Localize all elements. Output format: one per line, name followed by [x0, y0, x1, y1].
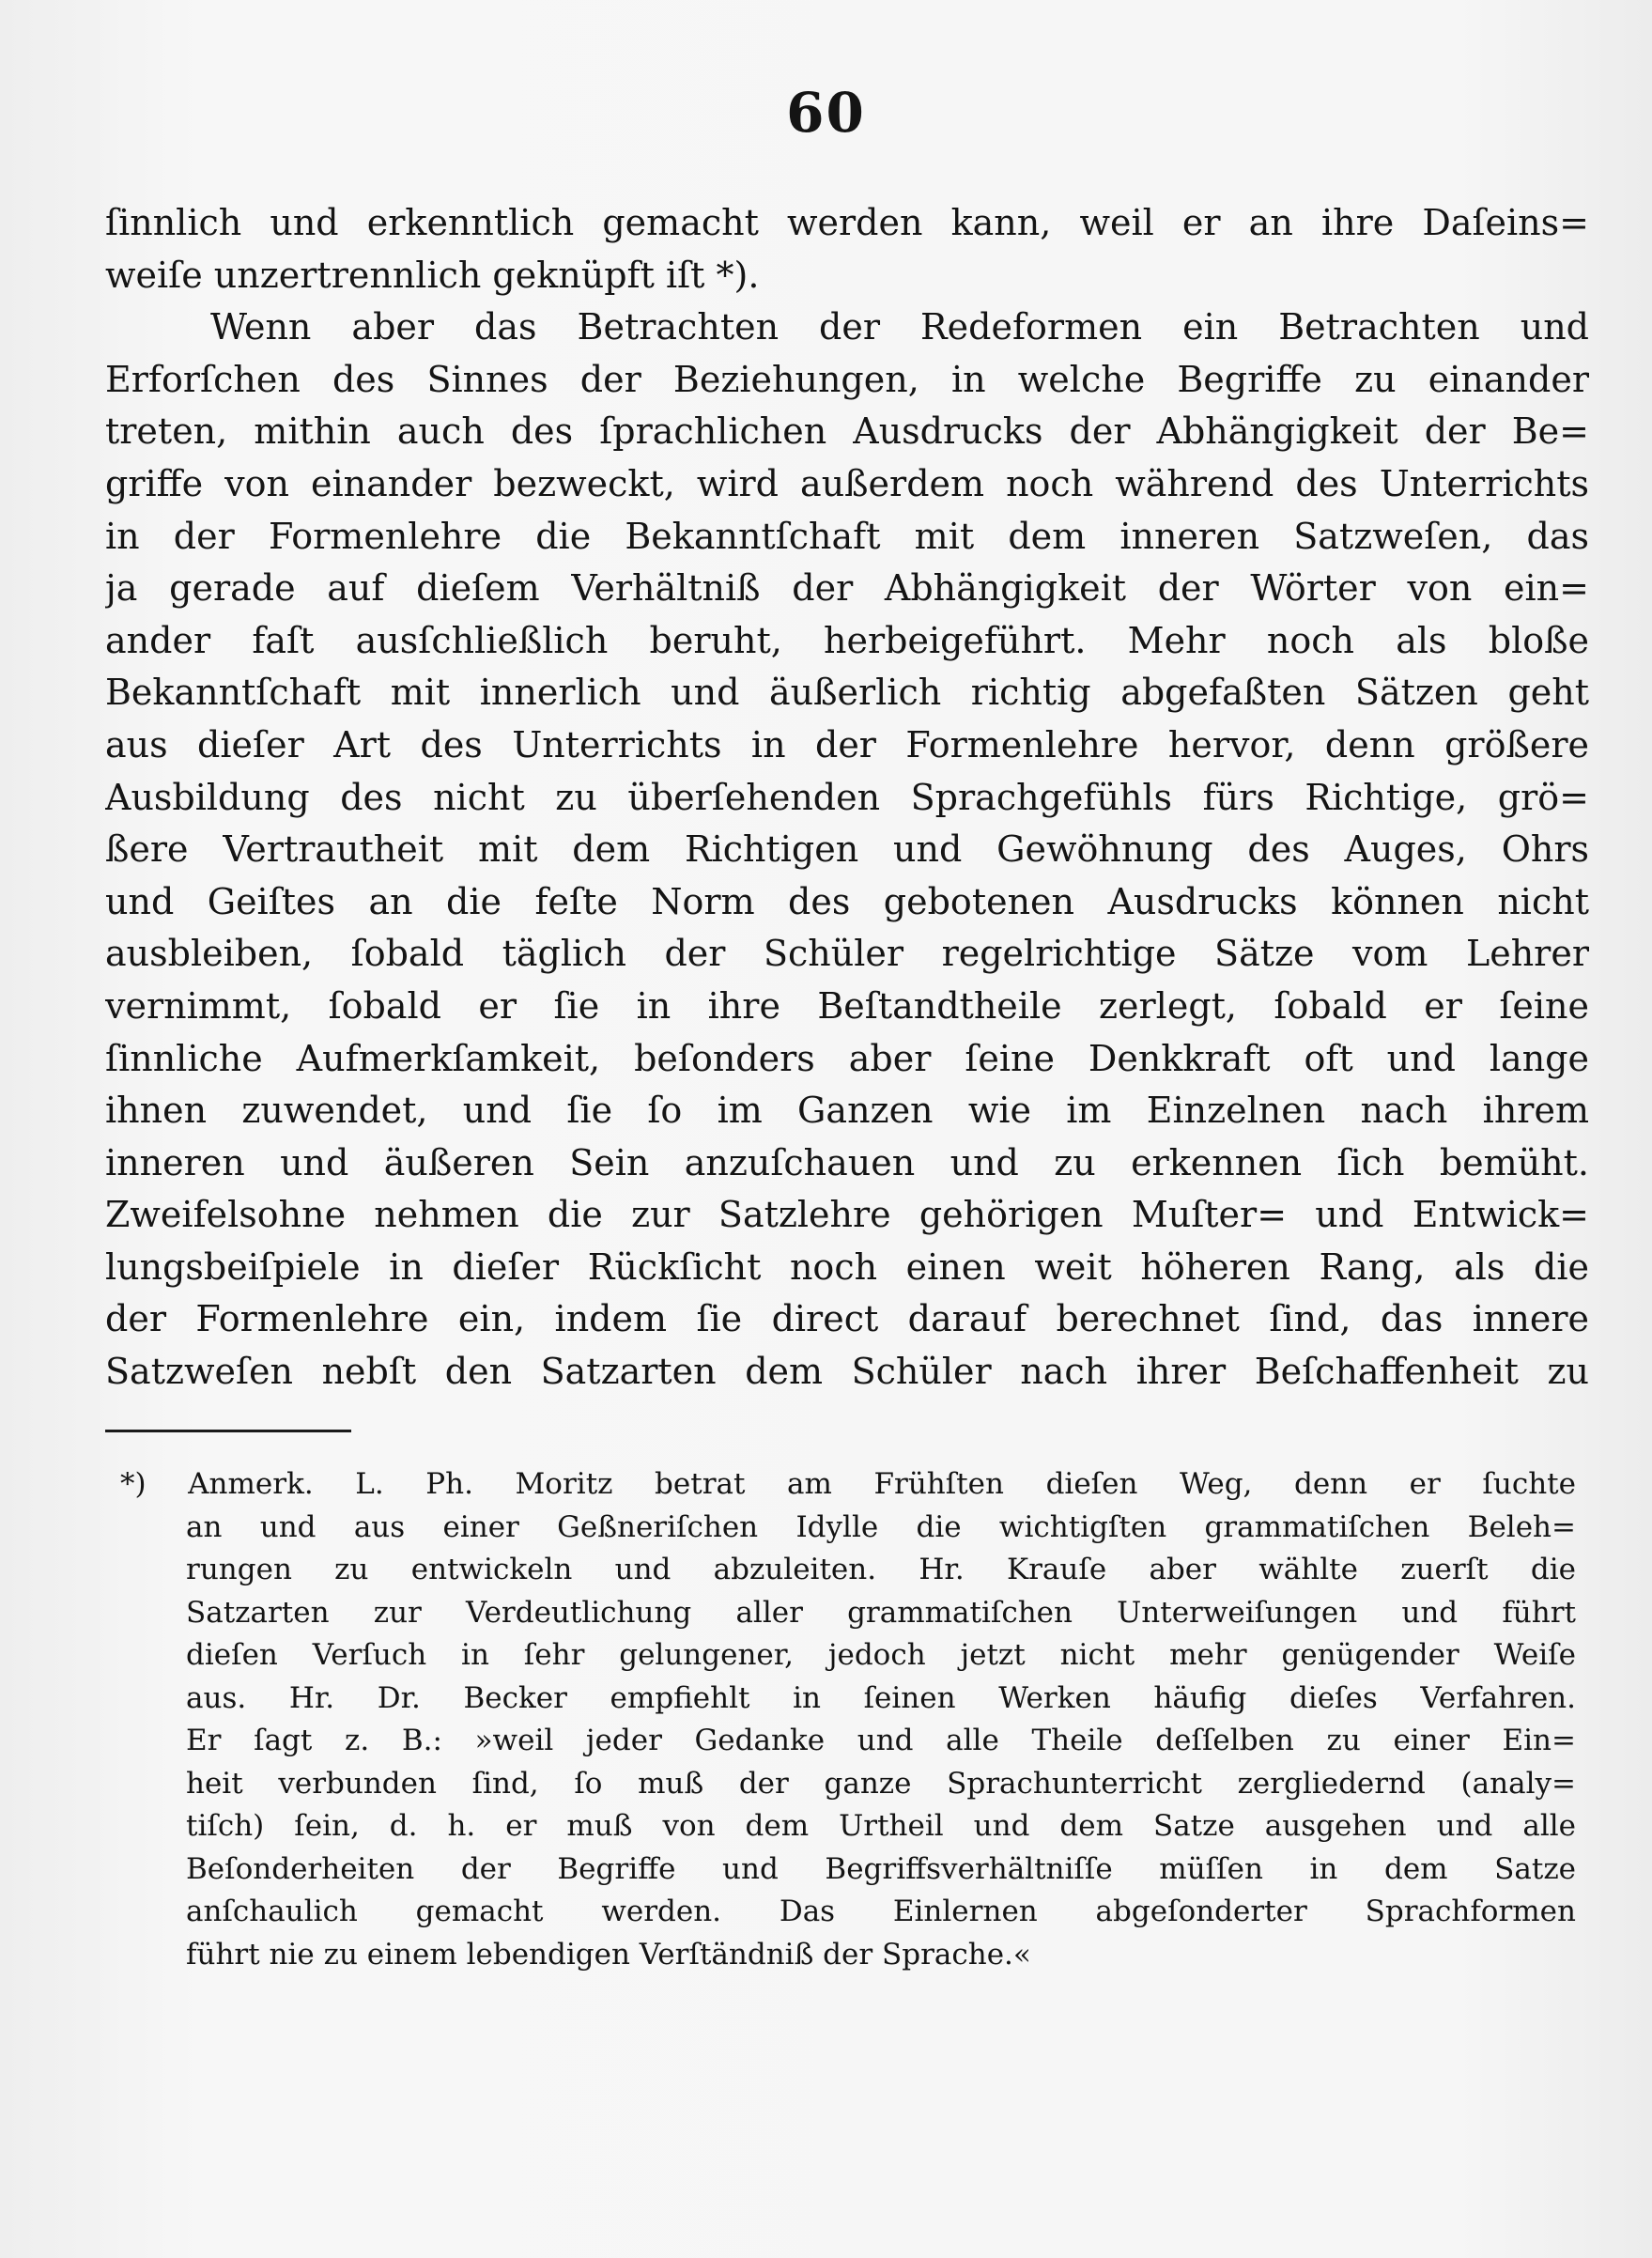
body-line: ſinnliche Aufmerkſamkeit, beſonders aber ſeine Denkkraft oft und lange [105, 1037, 1589, 1079]
body-line: ßere Vertrautheit mit dem Richtigen und Gewöhnung des Auges, Ohrs [105, 828, 1589, 871]
footnote-line: an und aus einer Geßneriſchen Idylle die wichtigſten grammatiſchen Beleh= [186, 1509, 1576, 1544]
body-line: Wenn aber das Betrachten der Redeformen ein Betrachten und [210, 306, 1589, 348]
footnote-line: dieſen Verſuch in ſehr gelungener, jedoch jetzt nicht mehr genügender Weiſe [186, 1638, 1576, 1672]
body-line: Ausbildung des nicht zu überſehenden Sprachgefühls fürs Richtige, grö= [105, 776, 1589, 818]
body-line: treten, mithin auch des ſprachlichen Ausdrucks der Abhängigkeit der Be= [105, 410, 1589, 453]
footnote-line: Er ſagt z. B.: »weil jeder Gedanke und alle Theile deſſelben zu einer Ein= [186, 1724, 1576, 1757]
footnote-line: Satzarten zur Verdeutlichung aller grammatiſchen Unterweiſungen und führt [186, 1595, 1576, 1630]
body-line: Satzweſen nebſt den Satzarten dem Schüler nach ihrer Beſchaffenheit zu [105, 1351, 1589, 1393]
footnote-line: anſchaulich gemacht werden. Das Einlernen abgeſonderter Sprachformen [186, 1895, 1576, 1928]
body-line: ja gerade auf dieſem Verhältniß der Abhängigkeit der Wörter von ein= [105, 567, 1589, 610]
footnote-line: führt nie zu einem lebendigen Verſtändniß der Sprache.« [186, 1937, 1031, 1972]
body-line: aus dieſer Art des Unterrichts in der Formenlehre hervor, denn größere [105, 723, 1589, 766]
body-line: ihnen zuwendet, und ſie ſo im Ganzen wie im Einzelnen nach ihrem [105, 1090, 1589, 1132]
footnote-line: *) Anmerk. L. Ph. Moritz betrat am Frühſten dieſen Weg, denn er ſuchte [120, 1467, 1576, 1501]
footnote-line: aus. Hr. Dr. Becker empfiehlt in ſeinen Werken häufig dieſes Verfahren. [186, 1680, 1576, 1715]
body-line: lungsbeiſpiele in dieſer Rückſicht noch einen weit höheren Rang, als die [105, 1245, 1589, 1288]
body-line: Zweifelsohne nehmen die zur Satzlehre gehörigen Muſter= und Entwick= [105, 1194, 1589, 1236]
footnote [120, 1463, 1576, 1976]
body-line: weiſe unzertrennlich geknüpft iſt *). [105, 254, 760, 296]
footnote-line: tiſch) ſein, d. h. er muß von dem Urtheil und dem Satze ausgehen und alle [186, 1809, 1576, 1843]
page-number: 60 [786, 81, 866, 145]
footnote-line: rungen zu entwickeln und abzuleiten. Hr. Krauſe aber wählte zuerſt die [186, 1553, 1576, 1586]
body-text [105, 197, 1589, 1399]
footnote-line: Beſonderheiten der Begriffe und Begriffsverhältniſſe müſſen in dem Satze [186, 1851, 1576, 1886]
body-line: ausbleiben, ſobald täglich der Schüler regelrichtige Sätze vom Lehrer [105, 933, 1589, 975]
body-line: ſinnlich und erkenntlich gemacht werden kann, weil er an ihre Daſeins= [105, 202, 1589, 243]
body-line: inneren und äußeren Sein anzuſchauen und zu erkennen ſich bemüht. [105, 1141, 1589, 1183]
footnote-line: heit verbunden ſind, ſo muß der ganze Sprachunterricht zergliedernd (analy= [186, 1766, 1576, 1801]
body-line: der Formenlehre ein, indem ſie direct darauf berechnet ſind, das innere [105, 1298, 1589, 1340]
body-line: in der Formenlehre die Bekanntſchaft mit dem inneren Satzweſen, das [105, 515, 1589, 557]
body-line: vernimmt, ſobald er ſie in ihre Beſtandtheile zerlegt, ſobald er ſeine [105, 984, 1589, 1027]
body-line: ander faſt ausſchließlich beruht, herbeigeführt. Mehr noch als bloße [105, 619, 1589, 661]
body-line: Erforſchen des Sinnes der Beziehungen, in welche Begriffe zu einander [105, 358, 1589, 400]
footnote-divider [105, 1430, 351, 1432]
body-line: Bekanntſchaft mit innerlich und äußerlich richtig abgefaßten Sätzen geht [105, 672, 1589, 714]
body-line: griffe von einander bezweckt, wird außerdem noch während des Unterrichts [105, 462, 1589, 504]
body-line: und Geiſtes an die feſte Norm des gebotenen Ausdrucks können nicht [105, 880, 1589, 922]
